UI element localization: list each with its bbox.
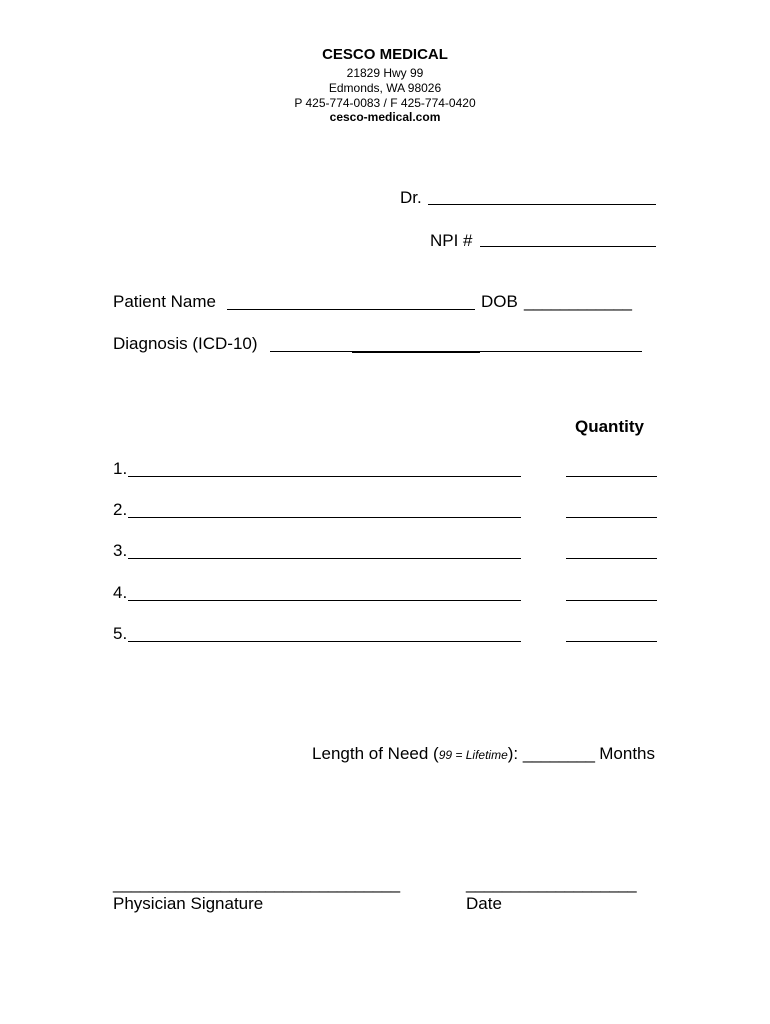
- length-of-need-label-end: ):: [507, 744, 519, 763]
- item-number-3: 3.: [113, 541, 128, 560]
- length-of-need-label-start: Length of Need (: [312, 744, 439, 763]
- item-field-5[interactable]: [128, 641, 521, 642]
- quantity-field-4[interactable]: [566, 600, 657, 601]
- item-field-3[interactable]: [128, 558, 521, 559]
- company-name: CESCO MEDICAL: [322, 46, 448, 63]
- quantity-field-2[interactable]: [566, 517, 657, 518]
- item-number-5: 5.: [113, 624, 128, 643]
- item-number-1: 1.: [113, 459, 128, 478]
- dob-label: DOB: [481, 292, 518, 311]
- patient-name-label: Patient Name: [113, 292, 216, 311]
- quantity-field-1[interactable]: [566, 476, 657, 477]
- quantity-field-5[interactable]: [566, 641, 657, 642]
- length-of-need: [312, 744, 655, 764]
- company-website: cesco-medical.com: [329, 110, 441, 124]
- item-field-4[interactable]: [128, 600, 521, 601]
- address-line-1: 21829 Hwy 99: [346, 66, 424, 80]
- length-of-need-field[interactable]: ________: [522, 744, 595, 763]
- item-number-2: 2.: [113, 500, 128, 519]
- length-of-need-note: 99 = Lifetime: [438, 748, 508, 762]
- doctor-name-field[interactable]: [428, 204, 656, 205]
- item-field-1[interactable]: [128, 476, 521, 477]
- diagnosis-field-segment: [352, 351, 480, 353]
- quantity-header: Quantity: [575, 417, 644, 436]
- diagnosis-label: Diagnosis (ICD-10): [113, 334, 258, 353]
- item-number-4: 4.: [113, 583, 128, 602]
- doctor-label: Dr.: [400, 188, 422, 207]
- item-field-2[interactable]: [128, 517, 521, 518]
- length-of-need-unit: Months: [599, 744, 655, 763]
- date-field[interactable]: ___________________: [466, 874, 637, 893]
- date-label: Date: [466, 894, 502, 913]
- phone-fax: P 425-774-0083 / F 425-774-0420: [294, 96, 476, 110]
- npi-label: NPI #: [430, 231, 473, 250]
- address-line-2: Edmonds, WA 98026: [328, 81, 442, 95]
- quantity-field-3[interactable]: [566, 558, 657, 559]
- npi-field[interactable]: [480, 246, 656, 247]
- physician-signature-label: Physician Signature: [113, 894, 264, 913]
- physician-signature-field[interactable]: ________________________________: [113, 874, 400, 893]
- dob-field[interactable]: ____________: [524, 292, 632, 311]
- patient-name-field[interactable]: [227, 309, 475, 310]
